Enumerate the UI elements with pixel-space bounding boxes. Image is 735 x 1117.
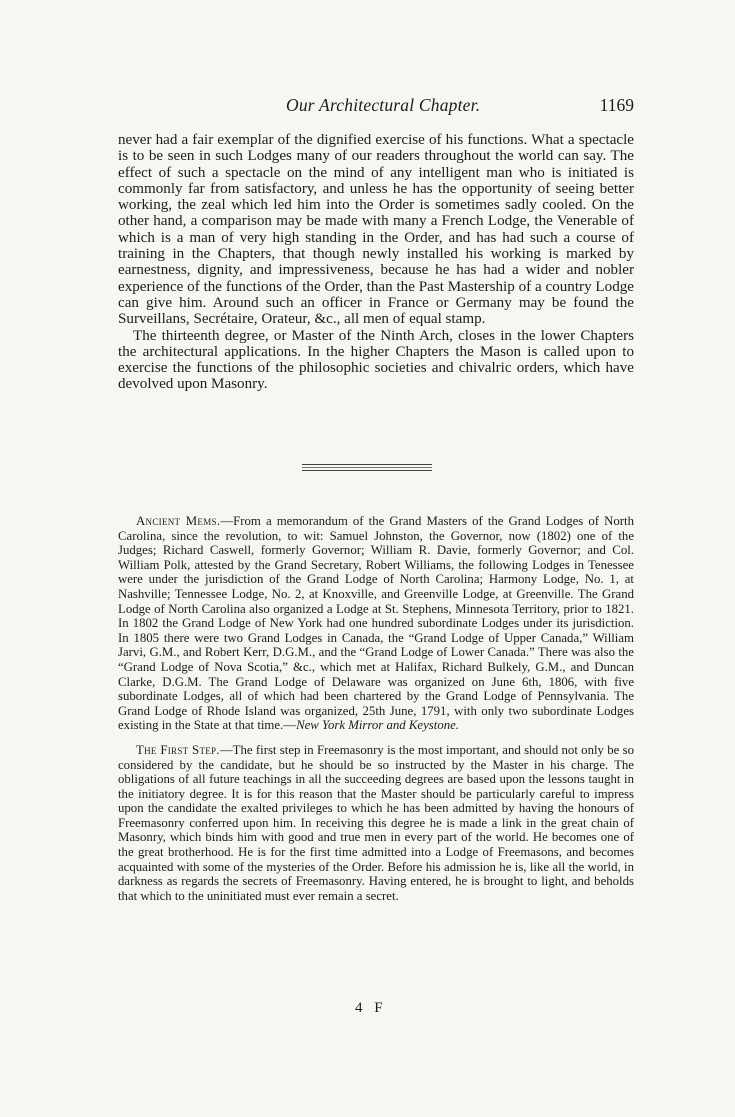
ancient-mems-source: New York Mirror and Keystone. [296, 718, 459, 733]
ancient-mems-article [118, 514, 634, 733]
main-article-text [118, 132, 634, 393]
paragraph-1: never had a fair exemplar of the dignified exercise of his functions. What a spectacle is to be seen in such Lodges many of our readers throughout the world can say. The effect of such a spectacle on the mind of any intelligent man who is initiated is commonly far from satisfactory, and unless he has the opportunity of seeing better working, the zeal which led him into the Order is sometimes sadly cooled. On the other hand, a comparison may be made with many a French Lodge, the Venerable of which is a man of very high standing in the Order, and has had such a course of training in the Chapters, that though newly installed his working is marked by earnestness, dignity, and impressiveness, because he has had a wider and nobler experience of the functions of the Order, than the Past Mastership of a country Lodge can give him. Around such an officer in France or Germany may be found the Surveillans, Secrétaire, Orateur, &c., all men of equal stamp. [118, 132, 634, 328]
first-step-article [118, 743, 634, 904]
miscellany-section [118, 514, 634, 903]
page-header [118, 95, 634, 119]
ancient-mems-body: —From a memorandum of the Grand Masters of the Grand Lodges of North Carolina, since the revolution, to wit: Samuel Johnston, the Governor, now (1802) one of the Judges; Richard Caswell, formerly Governor; William R. Davie, formerly Governor; and Col. William Polk, attested by the Grand Secretary, Robert Williams, the following Lodges in Tenessee were under the jurisdiction of the Grand Lodge of North Carolina; Harmony Lodge, No. 1, at Nashville; Tennessee Lodge, No. 2, at Knoxville, and Greenville Lodge, at Greenville. The Grand Lodge of North Carolina also organized a Lodge at St. Stephens, Minnesota Territory, prior to 1821. In 1802 the Grand Lodge of New York had one hundred subordinate Lodges under its jurisdiction. In 1805 there were two Grand Lodges in Canada, the “Grand Lodge of Upper Canada,” William Jarvi, G.M., and Robert Kerr, D.G.M., and the “Grand Lodge of Lower Canada.” There was also the “Grand Lodge of Nova Scotia,” &c., which met at Halifax, Richard Bulkely, G.M., and Duncan Clarke, D.G.M. The Grand Lodge of Delaware was organized on June 6th, 1806, with five subordinate Lodges, all of which had been chartered by the Grand Lodge of Pennsylvania. The Grand Lodge of Rhode Island was organized, 25th June, 1791, with only two subordinate Lodges existing in the State at that time.— [118, 514, 634, 733]
first-step-heading: The First Step. [136, 742, 220, 757]
ancient-mems-heading: Ancient Mems. [136, 514, 221, 528]
signature-mark: 4 F [355, 1000, 387, 1016]
divider-rule-top [302, 464, 432, 465]
divider-rule-bottom [302, 470, 432, 471]
page-number: 1169 [599, 95, 634, 115]
first-step-body: —The first step in Freemasonry is the most important, and should not only be so considered by the candidate, but he should be so instructed by the Master in his charge. The obligations of all future teachings in all the succeeding degrees are based upon the lessons taught in the initiatory degree. It is for this reason that the Master should be particularly careful to impress upon the candidate the exalted privileges to which he has been admitted by having the honours of Freemasonry conferred upon him. In receiving this degree he is made a link in the great chain of Masonry, which binds him with good and true men in every part of the world. He becomes one of the great brotherhood. He is for the first time admitted into a Lodge of Freemasons, and becomes acquainted with some of the mysteries of the Order. Before his admission he is, like all the world, in darkness as regards the secrets of Freemasonry. Having entered, he is brought to light, and beholds that which to the uninitiated must ever remain a secret. [118, 742, 635, 903]
paragraph-2: The thirteenth degree, or Master of the Ninth Arch, closes in the lower Chapters the architectural applications. In the higher Chapters the Mason is called upon to exercise the functions of the philosophic societies and chivalric orders, which have devolved upon Masonry. [118, 327, 634, 393]
section-divider [302, 464, 432, 472]
divider-rule-middle [302, 467, 432, 468]
running-title: Our Architectural Chapter. [286, 95, 481, 115]
